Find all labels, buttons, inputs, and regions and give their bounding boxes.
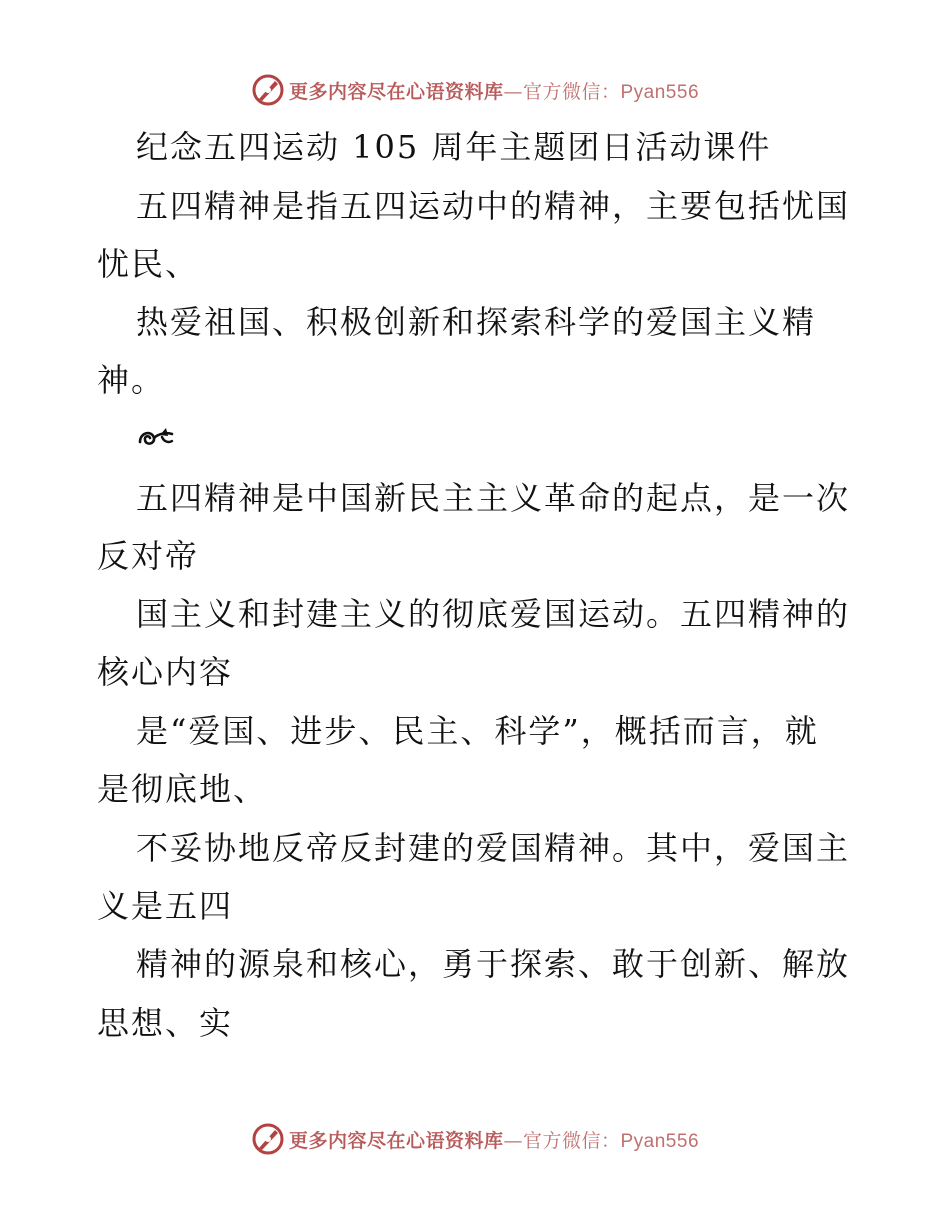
- paragraph-line: 五四精神是中国新民主主义革命的起点，是一次: [136, 479, 851, 517]
- document-title: 纪念五四运动 105 周年主题团日活动课件: [136, 128, 772, 166]
- paragraph-line: 核心内容: [97, 653, 234, 691]
- paragraph-line: 反对帝: [97, 537, 200, 575]
- banner-main: 更多内容尽在心语资料库: [288, 80, 504, 103]
- banner-dash: —: [503, 80, 523, 103]
- paragraph-line: 热爱祖国、积极创新和探索科学的爱国主义精: [136, 303, 817, 341]
- paragraph-line: 思想、实: [97, 1004, 234, 1042]
- banner-main: 更多内容尽在心语资料库: [288, 1129, 504, 1152]
- paragraph-line: 精神的源泉和核心，勇于探索、敢于创新、解放: [136, 945, 851, 983]
- paragraph-line: 神。: [97, 361, 166, 399]
- paragraph-line: 是“爱国、进步、民主、科学”，概括而言，就: [136, 712, 819, 750]
- paragraph-line: 是彻底地、: [97, 770, 268, 808]
- banner-official: 官方微信：: [522, 80, 621, 103]
- paragraph-line: 国主义和封建主义的彻底爱国运动。五四精神的: [136, 595, 851, 633]
- footer-banner: [0, 1117, 950, 1161]
- banner-text: [289, 1126, 699, 1153]
- quill-pen-logo-icon: [251, 1122, 285, 1156]
- paragraph-line: 五四精神是指五四运动中的精神，主要包括忧国: [136, 187, 851, 225]
- banner-wechat-id: Pyan556: [620, 81, 700, 103]
- paragraph-line: 不妥协地反帝反封建的爱国精神。其中，爱国主: [136, 829, 851, 867]
- banner-wechat-id: Pyan556: [620, 1130, 700, 1152]
- paragraph-line: 忧民、: [97, 245, 200, 283]
- banner-dash: —: [503, 1129, 523, 1152]
- paragraph-line: 义是五四: [97, 887, 234, 925]
- fleuron-ornament-icon: [136, 422, 176, 452]
- banner-official: 官方微信：: [522, 1129, 621, 1152]
